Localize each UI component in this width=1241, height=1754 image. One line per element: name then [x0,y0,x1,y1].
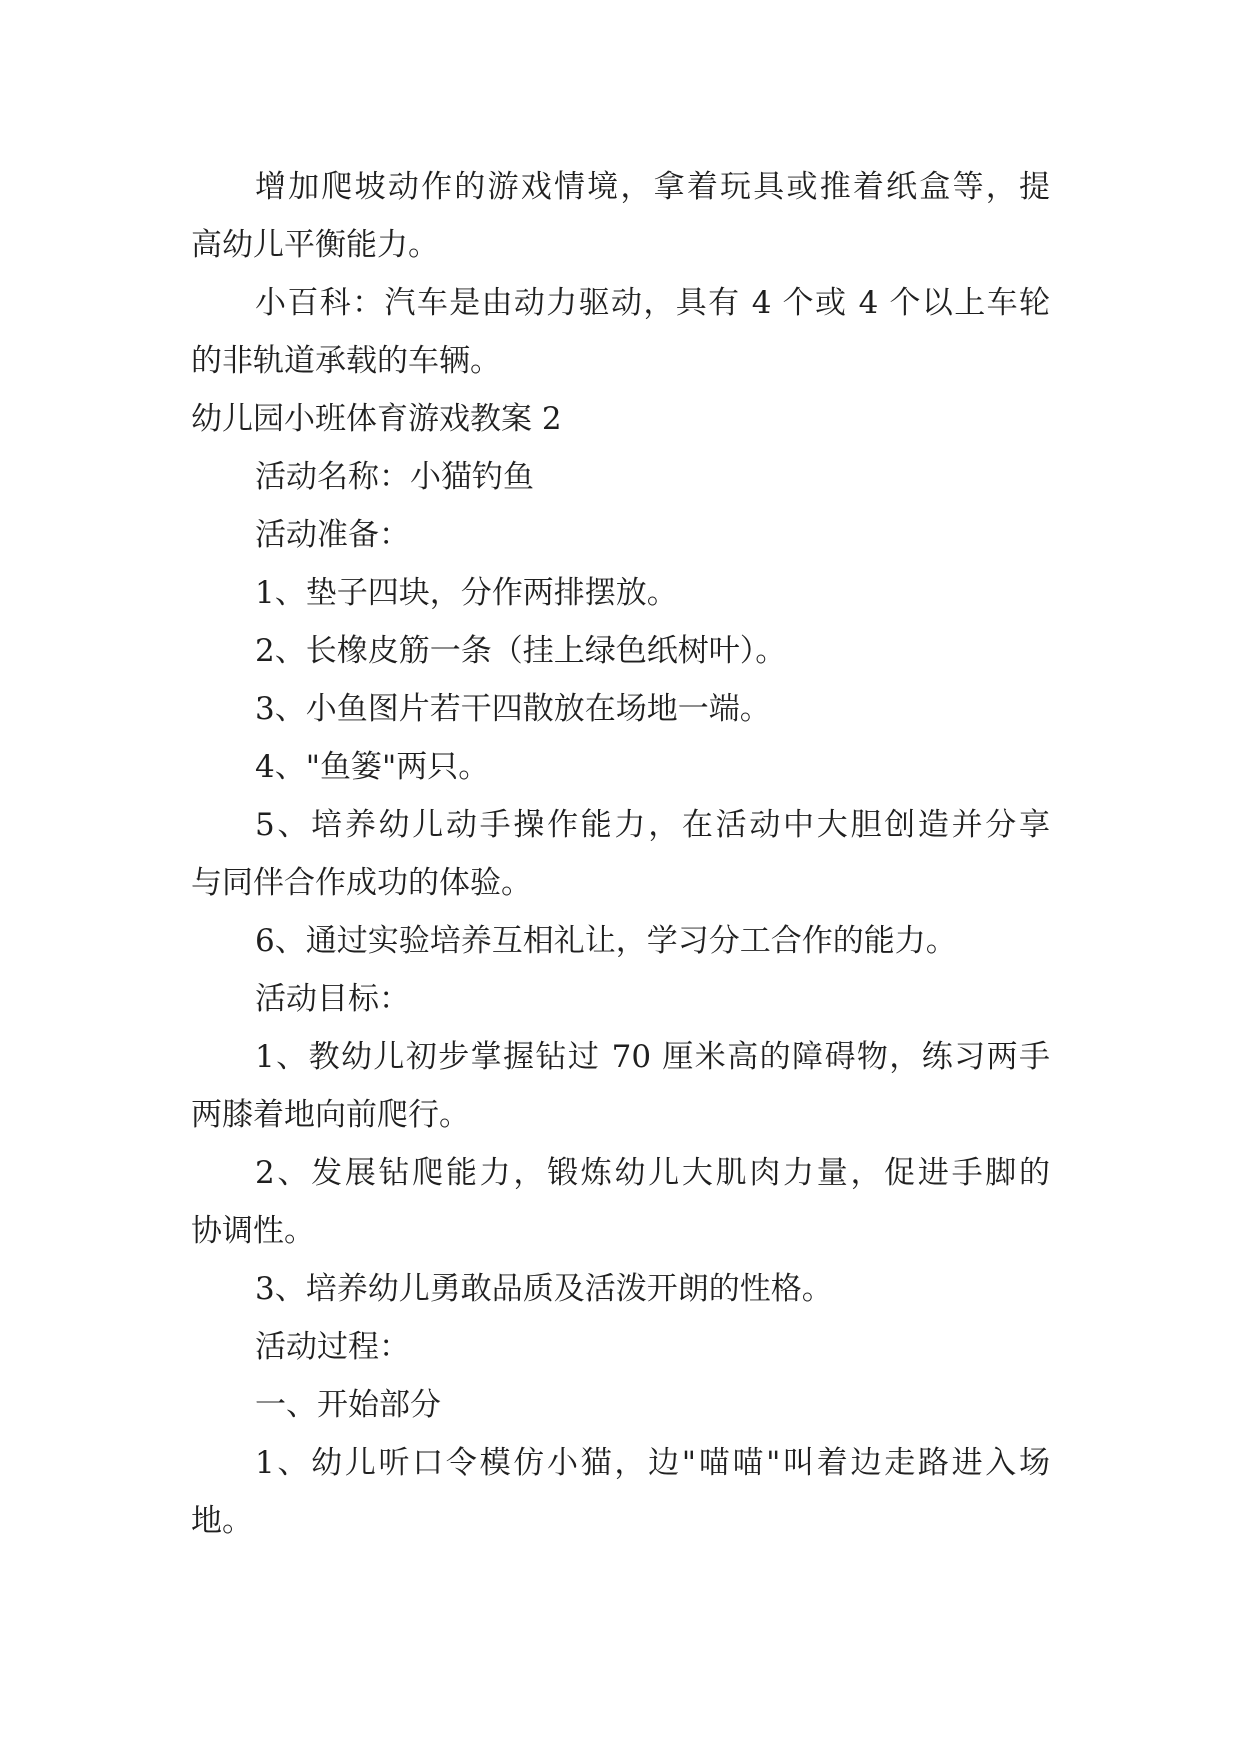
paragraph-line: 增加爬坡动作的游戏情境，拿着玩具或推着纸盒等，提 [255,169,1050,205]
paragraph-line: 活动目标： [255,981,410,1017]
list-item: 3、小鱼图片若干四散放在场地一端。 [255,691,771,727]
paragraph-line: 地。 [191,1503,253,1539]
paragraph-line: 高幼儿平衡能力。 [191,227,439,263]
list-item: 1、幼儿听口令模仿小猫，边"喵喵"叫着边走路进入场 [255,1445,1050,1481]
paragraph-line: 活动名称：小猫钓鱼 [255,459,534,495]
paragraph-line: 活动过程： [255,1329,410,1365]
paragraph-line: 与同伴合作成功的体验。 [191,865,532,901]
paragraph-line: 小百科：汽车是由动力驱动，具有 4 个或 4 个以上车轮 [255,285,1050,321]
paragraph-line: 两膝着地向前爬行。 [191,1097,470,1133]
list-item: 5、培养幼儿动手操作能力，在活动中大胆创造并分享 [255,807,1050,843]
list-item: 6、通过实验培养互相礼让，学习分工合作的能力。 [255,923,957,959]
document-body [191,158,1050,1550]
list-item: 1、教幼儿初步掌握钻过 70 厘米高的障碍物，练习两手 [255,1039,1050,1075]
list-item: 1、垫子四块，分作两排摆放。 [255,575,678,611]
paragraph-line: 活动准备： [255,517,410,553]
list-item: 2、发展钻爬能力，锻炼幼儿大肌肉力量，促进手脚的 [255,1155,1050,1191]
paragraph-line: 一、开始部分 [255,1387,441,1423]
list-item: 3、培养幼儿勇敢品质及活泼开朗的性格。 [255,1271,833,1307]
list-item: 4、"鱼篓"两只。 [255,749,490,785]
paragraph-line: 协调性。 [191,1213,315,1249]
section-title: 幼儿园小班体育游戏教案 2 [191,401,562,437]
list-item: 2、长橡皮筋一条（挂上绿色纸树叶）。 [255,633,787,669]
paragraph-line: 的非轨道承载的车辆。 [191,343,501,379]
